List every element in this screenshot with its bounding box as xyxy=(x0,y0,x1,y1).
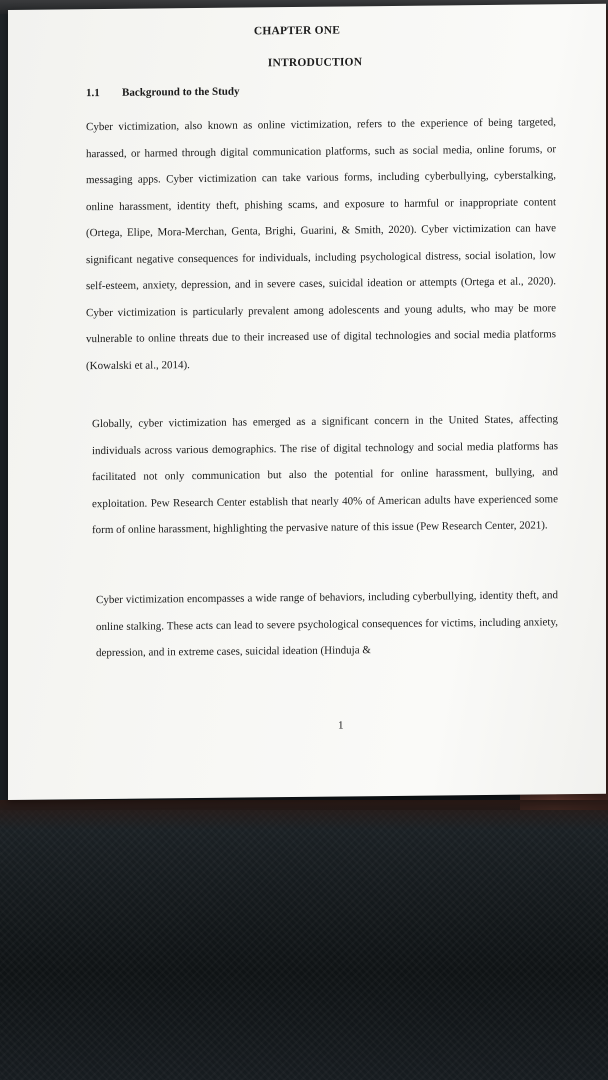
fabric-surface xyxy=(0,810,608,1080)
paragraph-2: Globally, cyber victimization has emerged as a significant concern in the United States, affecting individuals across various demographics. The rise of digital technology and social media platforms has facilitated not only communication but also the potential for online harassment, bullying, and exploitation. Pew Research Center establish that nearly 40% of American adults have experienced some form of online harassment, highlighting the pervasive nature of this issue (Pew Research Center, 2021). xyxy=(92,413,558,537)
page-shadow xyxy=(0,800,608,830)
document-page xyxy=(8,4,606,800)
paragraph-1: Cyber victimization, also known as online victimization, refers to the experience of being targeted, harassed, or harmed through digital communication platforms, such as social media, online forums, or messaging apps. Cyber victimization can take various forms, including cyberbullying, cyberstalking, online harassment, identity theft, phishing scams, and exposure to harmful or inappropriate content (Ortega, Elipe, Mora-Merchan, Genta, Brighi, Guarini, & Smith, 2020). Cyber victimization can have significant negative consequences for individuals, including psychological distress, social isolation, low self-esteem, anxiety, depression, and in severe cases, suicidal ideation or attempts (Ortega et al., 2020). Cyber victimization is particularly prevalent among adolescents and young adults, who may be more vulnerable to online threats due to their increased use of digital technologies and social media platforms (Kowalski et al., 2014). xyxy=(86,116,556,372)
page-number: 1 xyxy=(338,719,344,732)
subsection-title: Background to the Study xyxy=(122,85,240,99)
section-title: INTRODUCTION xyxy=(267,56,363,70)
paragraph-3: Cyber victimization encompasses a wide range of behaviors, including cyberbullying, identity theft, and online stalking. These acts can lead to severe psychological consequences for victims, including anxiety, depression, and in extreme cases, suicidal ideation (Hinduja & xyxy=(96,589,558,660)
chapter-title: CHAPTER ONE xyxy=(253,24,341,38)
subsection-number: 1.1 xyxy=(86,87,100,100)
subsection-heading xyxy=(86,86,239,100)
